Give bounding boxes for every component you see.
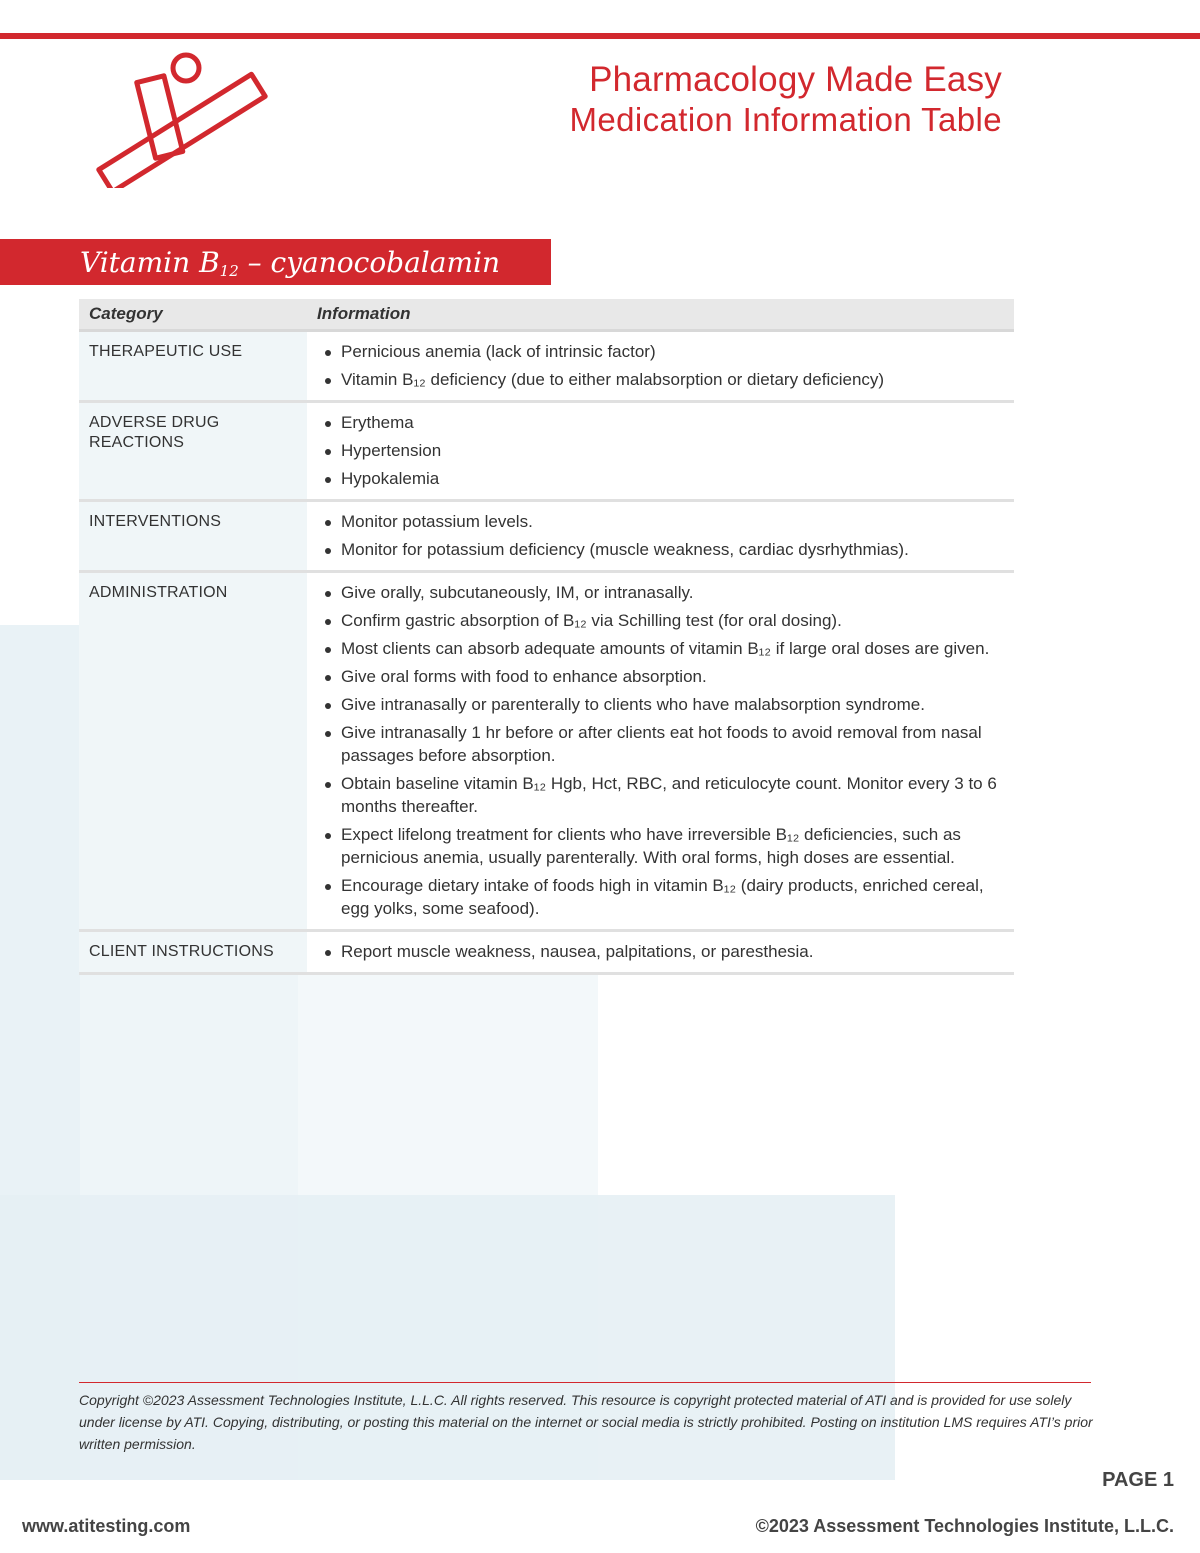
row-category: ADMINISTRATION [79,572,307,931]
table-header-row [79,299,1014,331]
list-item: Most clients can absorb adequate amounts of vitamin B₁₂ if large oral doses are given. [323,637,1004,660]
row-information [307,931,1014,974]
list-item: Give oral forms with food to enhance absorption. [323,665,1004,688]
document-subtitle: Medication Information Table [569,101,1002,138]
drug-name [80,243,500,291]
ati-logo-icon [74,48,274,188]
drug-name-subscript: 12 [219,262,239,280]
document-title: Pharmacology Made Easy [589,60,1002,99]
list-item: Monitor for potassium deficiency (muscle weakness, cardiac dysrhythmias). [323,538,1004,561]
information-list [323,340,1004,391]
list-item: Encourage dietary intake of foods high in vitamin B₁₂ (dairy products, enriched cereal, egg yolks, some seafood). [323,874,1004,920]
column-header-information: Information [307,299,1014,331]
table-row [79,931,1014,974]
list-item: Obtain baseline vitamin B₁₂ Hgb, Hct, RBC, and reticulocyte count. Monitor every 3 to 6 months thereafter. [323,772,1004,818]
column-header-category: Category [79,299,307,331]
page-number: PAGE 1 [1102,1469,1174,1491]
medication-table [79,299,1014,975]
list-item: Expect lifelong treatment for clients who have irreversible B₁₂ deficiencies, such as pernicious anemia, usually parenterally. With oral forms, high doses are essential. [323,823,1004,869]
list-item: Pernicious anemia (lack of intrinsic factor) [323,340,1004,363]
top-accent-rule [0,33,1200,39]
information-list [323,510,1004,561]
drug-name-suffix: – cyanocobalamin [238,246,500,279]
website-link[interactable]: www.atitesting.com [22,1516,191,1536]
table-row [79,402,1014,501]
list-item: Give orally, subcutaneously, IM, or intranasally. [323,581,1004,604]
row-category: THERAPEUTIC USE [79,331,307,402]
list-item: Erythema [323,411,1004,434]
list-item: Hypertension [323,439,1004,462]
list-item: Vitamin B₁₂ deficiency (due to either malabsorption or dietary deficiency) [323,368,1004,391]
table-row [79,331,1014,402]
information-list [323,411,1004,490]
row-category: INTERVENTIONS [79,501,307,572]
information-list [323,581,1004,920]
row-information [307,331,1014,402]
row-information [307,402,1014,501]
drug-name-banner [0,239,551,285]
copyright-notice: Copyright ©2023 Assessment Technologies Institute, L.L.C. All rights reserved. This resource is copyright protected material of ATI and is provided for use solely under license by ATI. Copying, distributing, or posting this material on the internet or social media is strictly prohibited. Posting on institution LMS requires ATI’s prior written permission. [79,1392,1093,1452]
table-row [79,572,1014,931]
row-information [307,572,1014,931]
list-item: Report muscle weakness, nausea, palpitations, or paresthesia. [323,940,1004,963]
list-item: Monitor potassium levels. [323,510,1004,533]
list-item: Give intranasally or parenterally to clients who have malabsorption syndrome. [323,693,1004,716]
row-information [307,501,1014,572]
row-category: CLIENT INSTRUCTIONS [79,931,307,974]
table-row [79,501,1014,572]
document-header [570,60,1003,140]
row-category: ADVERSE DRUG REACTIONS [79,402,307,501]
list-item: Give intranasally 1 hr before or after clients eat hot foods to avoid removal from nasal passages before absorption. [323,721,1004,767]
drug-name-prefix: Vitamin B [80,246,220,279]
information-list [323,940,1004,963]
company-copyright: ©2023 Assessment Technologies Institute, L.L.C. [755,1516,1174,1536]
list-item: Confirm gastric absorption of B₁₂ via Schilling test (for oral dosing). [323,609,1004,632]
list-item: Hypokalemia [323,467,1004,490]
footer-rule [79,1382,1091,1383]
